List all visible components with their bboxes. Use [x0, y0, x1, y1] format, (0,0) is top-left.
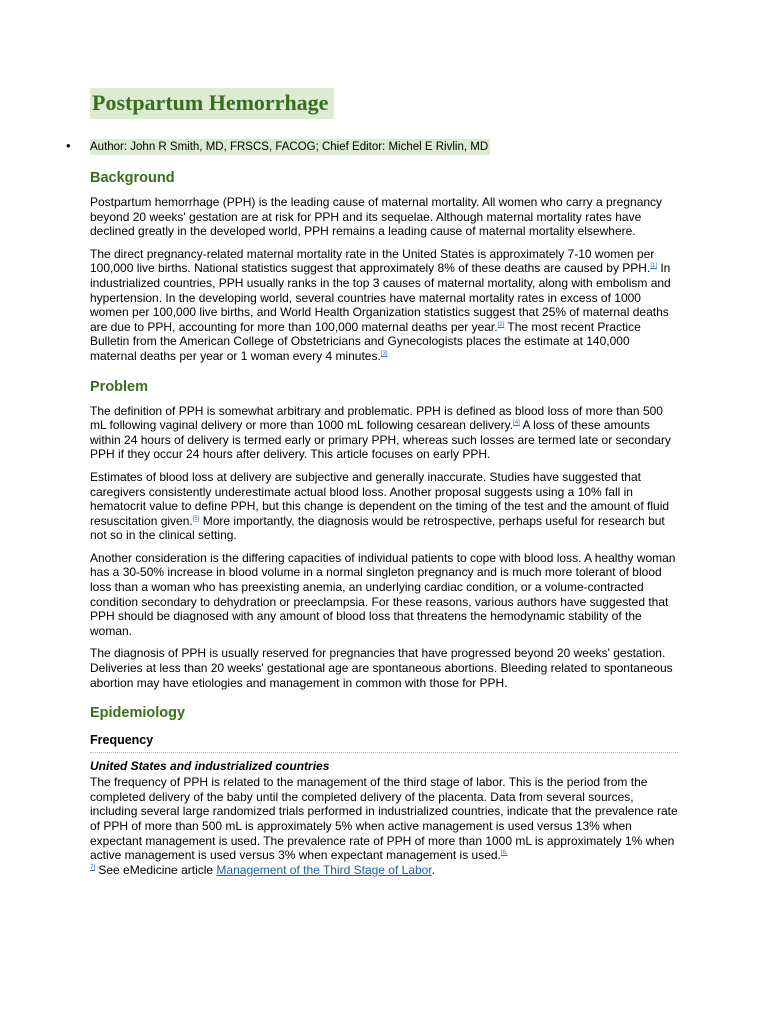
text-run: A loss of these amounts within 24 hours of delivery is termed early or primary PPH, whereas such losses are termed late or secondary PPH if they occur 24 hours after delivery. This article focuses on early PPH.: [90, 418, 671, 462]
author-line: Author: John R Smith, MD, FRSCS, FACOG; Chief Editor: Michel E Rivlin, MD: [90, 141, 489, 153]
article: [66, 88, 678, 885]
text-run: .: [431, 862, 436, 877]
text-run: In industrialized countries, PPH usually ranks in the top 3 causes of maternal mortality, along with embolism and hypertension. In the developing world, several countries have maternal mortality rates in excess of 1000 women per 100,000 live births, and World Health Organization statistics suggest that 25% of maternal deaths are due to PPH, accounting for more than 100,000 maternal deaths per year.: [90, 261, 671, 334]
text-run: See eMedicine article: [95, 862, 217, 877]
reference-link-1[interactable]: [1]: [650, 263, 657, 270]
problem-heading: Problem: [90, 378, 149, 395]
reference-link-3[interactable]: [3]: [380, 350, 388, 357]
problem-paragraph-3: Another consideration is the differing capacities of individual patients to cope with blood loss. A healthy woman has a 30-50% increase in blood volume in a normal singleton pregnancy and is much more tolerant of blood loss than a woman who has preexisting anemia, an underlying cardiac condition, or a volume-contracted condition secondary to dehydration or preeclampsia. For these reasons, various authors have suggested that PPH should be diagnosed with any amount of blood loss that threatens the hemodynamic stability of the woman.: [90, 550, 676, 638]
frequency-heading: Frequency: [90, 733, 154, 748]
epidemiology-paragraph-1: [90, 775, 678, 877]
reference-link-2[interactable]: [2]: [497, 321, 505, 328]
text-run: The direct pregnancy-related maternal mortality rate in the United States is approximately 7-10 women per 100,000 live births. National statistics suggest that approximately 8% of these deaths are caused by PPH.: [90, 246, 655, 276]
text-run: The most recent Practice Bulletin from the American College of Obstetricians and Gynecologists places the estimate at 140,000 maternal deaths per year or 1 woman every 4 minutes.: [90, 319, 641, 363]
epidemiology-heading: Epidemiology: [90, 705, 186, 722]
text-run: The frequency of PPH is related to the management of the third stage of labor. This is the period from the completed delivery of the baby until the completed delivery of the placenta. Data from several sources, including several large randomized trials performed in industrialized countries, indicate that the prevalence rate of PPH of more than 500 mL is approximately 5% when active management is used versus 13% when expectant management is used. The prevalence rate of PPH of more than 1000 mL is approximately 1% when active management is used versus 3% when expectant management is used.: [90, 775, 678, 863]
bullet-icon: •: [66, 138, 71, 153]
background-heading: Background: [90, 170, 175, 186]
page-title: Postpartum Hemorrhage: [90, 88, 334, 119]
background-paragraph-2: [90, 247, 678, 364]
text-run: The definition of PPH is somewhat arbitrary and problematic. PPH is defined as blood loss of more than 500 mL following vaginal delivery or more than 1000 mL following cesarean delivery.: [90, 403, 663, 433]
reference-link-5[interactable]: [5]: [192, 515, 200, 522]
author-item: [66, 137, 678, 155]
us-subheading: United States and industrialized countries: [90, 759, 330, 774]
text-run: More importantly, the diagnosis would be retrospective, perhaps useful for research but not so in the clinical setting.: [90, 513, 665, 543]
text-run: Estimates of blood loss at delivery are subjective and generally inaccurate. Studies have suggested that caregivers consistently underestimate actual blood loss. Another proposal suggests using a 10% fall in hematocrit value to define PPH, but this change is dependent on the timing of the test and the amount of fluid resuscitation given.: [90, 469, 670, 528]
problem-paragraph-4: The diagnosis of PPH is usually reserved for pregnancies that have progressed beyond 20 weeks' gestation. Deliveries at less than 20 weeks' gestational age are spontaneous abortions. Bleeding related to spontaneous abortion may have etiologies and management in common with those for PPH.: [90, 646, 673, 690]
third-stage-labor-link[interactable]: Management of the Third Stage of Labor: [216, 862, 432, 877]
divider: [90, 752, 678, 753]
problem-paragraph-2: [90, 470, 678, 543]
reference-link-6[interactable]: [6,: [500, 850, 508, 857]
problem-paragraph-1: [90, 404, 678, 462]
background-paragraph-1: Postpartum hemorrhage (PPH) is the leading cause of maternal mortality. All women who carry a pregnancy beyond 20 weeks' gestation are at risk for PPH and its sequelae. Although maternal mortality rates have declined greatly in the developed world, PPH remains a leading cause of maternal mortality elsewhere.: [90, 195, 663, 239]
reference-link-7[interactable]: 7]: [90, 864, 96, 871]
reference-link-4[interactable]: [4]: [513, 420, 520, 427]
